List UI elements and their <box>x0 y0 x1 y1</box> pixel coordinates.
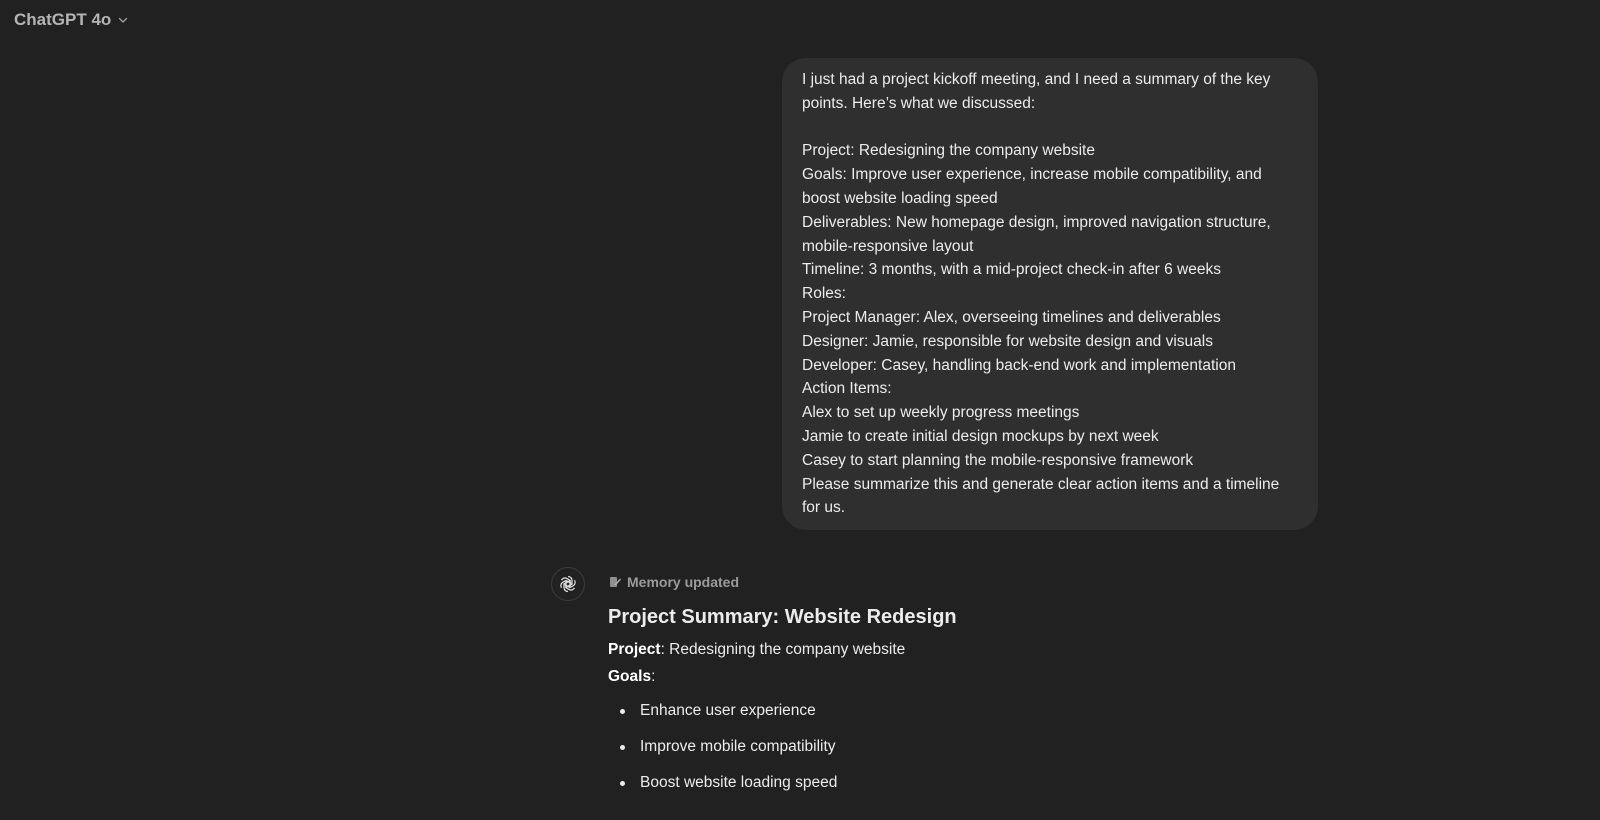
user-message-line: Deliverables: New homepage design, improved navigation structure, <box>802 213 1271 231</box>
user-message-line: Jamie to create initial design mockups by next week <box>802 427 1159 445</box>
user-message-bubble <box>782 58 1318 530</box>
goals-line <box>608 667 1328 687</box>
project-line <box>608 640 1328 660</box>
goal-item: Improve mobile compatibility <box>608 737 1328 757</box>
model-title: ChatGPT 4o <box>14 10 112 29</box>
user-message-line <box>802 116 1298 140</box>
user-message-line: Timeline: 3 months, with a mid-project check-in after 6 weeks <box>802 261 1221 279</box>
goal-item: Boost website loading speed <box>608 773 1328 793</box>
user-message-line: mobile-responsive layout <box>802 237 974 255</box>
chevron-down-icon <box>117 14 129 26</box>
assistant-avatar <box>551 567 585 601</box>
assistant-message <box>608 572 1328 809</box>
user-message-line: Action Items: <box>802 380 892 398</box>
user-message-line: points. Here’s what we discussed: <box>802 94 1036 112</box>
user-message-line: Casey to start planning the mobile-responsive framework <box>802 451 1194 469</box>
openai-logo-icon <box>558 574 578 594</box>
goals-label: Goals <box>608 668 652 685</box>
user-message-line: Please summarize this and generate clear action items and a timeline <box>802 475 1280 493</box>
project-value: : Redesigning the company website <box>660 641 906 658</box>
user-message-line: for us. <box>802 499 846 517</box>
user-message-line: Alex to set up weekly progress meetings <box>802 404 1080 422</box>
user-message-line: Goals: Improve user experience, increase mobile compatibility, and <box>802 166 1262 184</box>
summary-title: Project Summary: Website Redesign <box>608 606 957 628</box>
user-message-line: Project Manager: Alex, overseeing timelines and deliverables <box>802 308 1221 326</box>
user-message-line: Designer: Jamie, responsible for website design and visuals <box>802 332 1213 350</box>
goals-list <box>608 701 1328 793</box>
memory-updated-indicator[interactable] <box>608 572 1328 592</box>
project-label: Project <box>608 641 661 658</box>
goals-suffix: : <box>651 668 656 685</box>
model-selector[interactable] <box>14 8 129 32</box>
user-message-line: I just had a project kickoff meeting, and I need a summary of the key <box>802 71 1271 88</box>
user-message-line: Developer: Casey, handling back-end work and implementation <box>802 356 1236 374</box>
user-message-line: Project: Redesigning the company website <box>802 142 1095 160</box>
goal-item: Enhance user experience <box>608 701 1328 721</box>
user-message-line: Roles: <box>802 285 846 303</box>
memory-edit-icon <box>608 575 622 589</box>
user-message-line: boost website loading speed <box>802 189 998 207</box>
memory-updated-label: Memory updated <box>627 574 740 590</box>
